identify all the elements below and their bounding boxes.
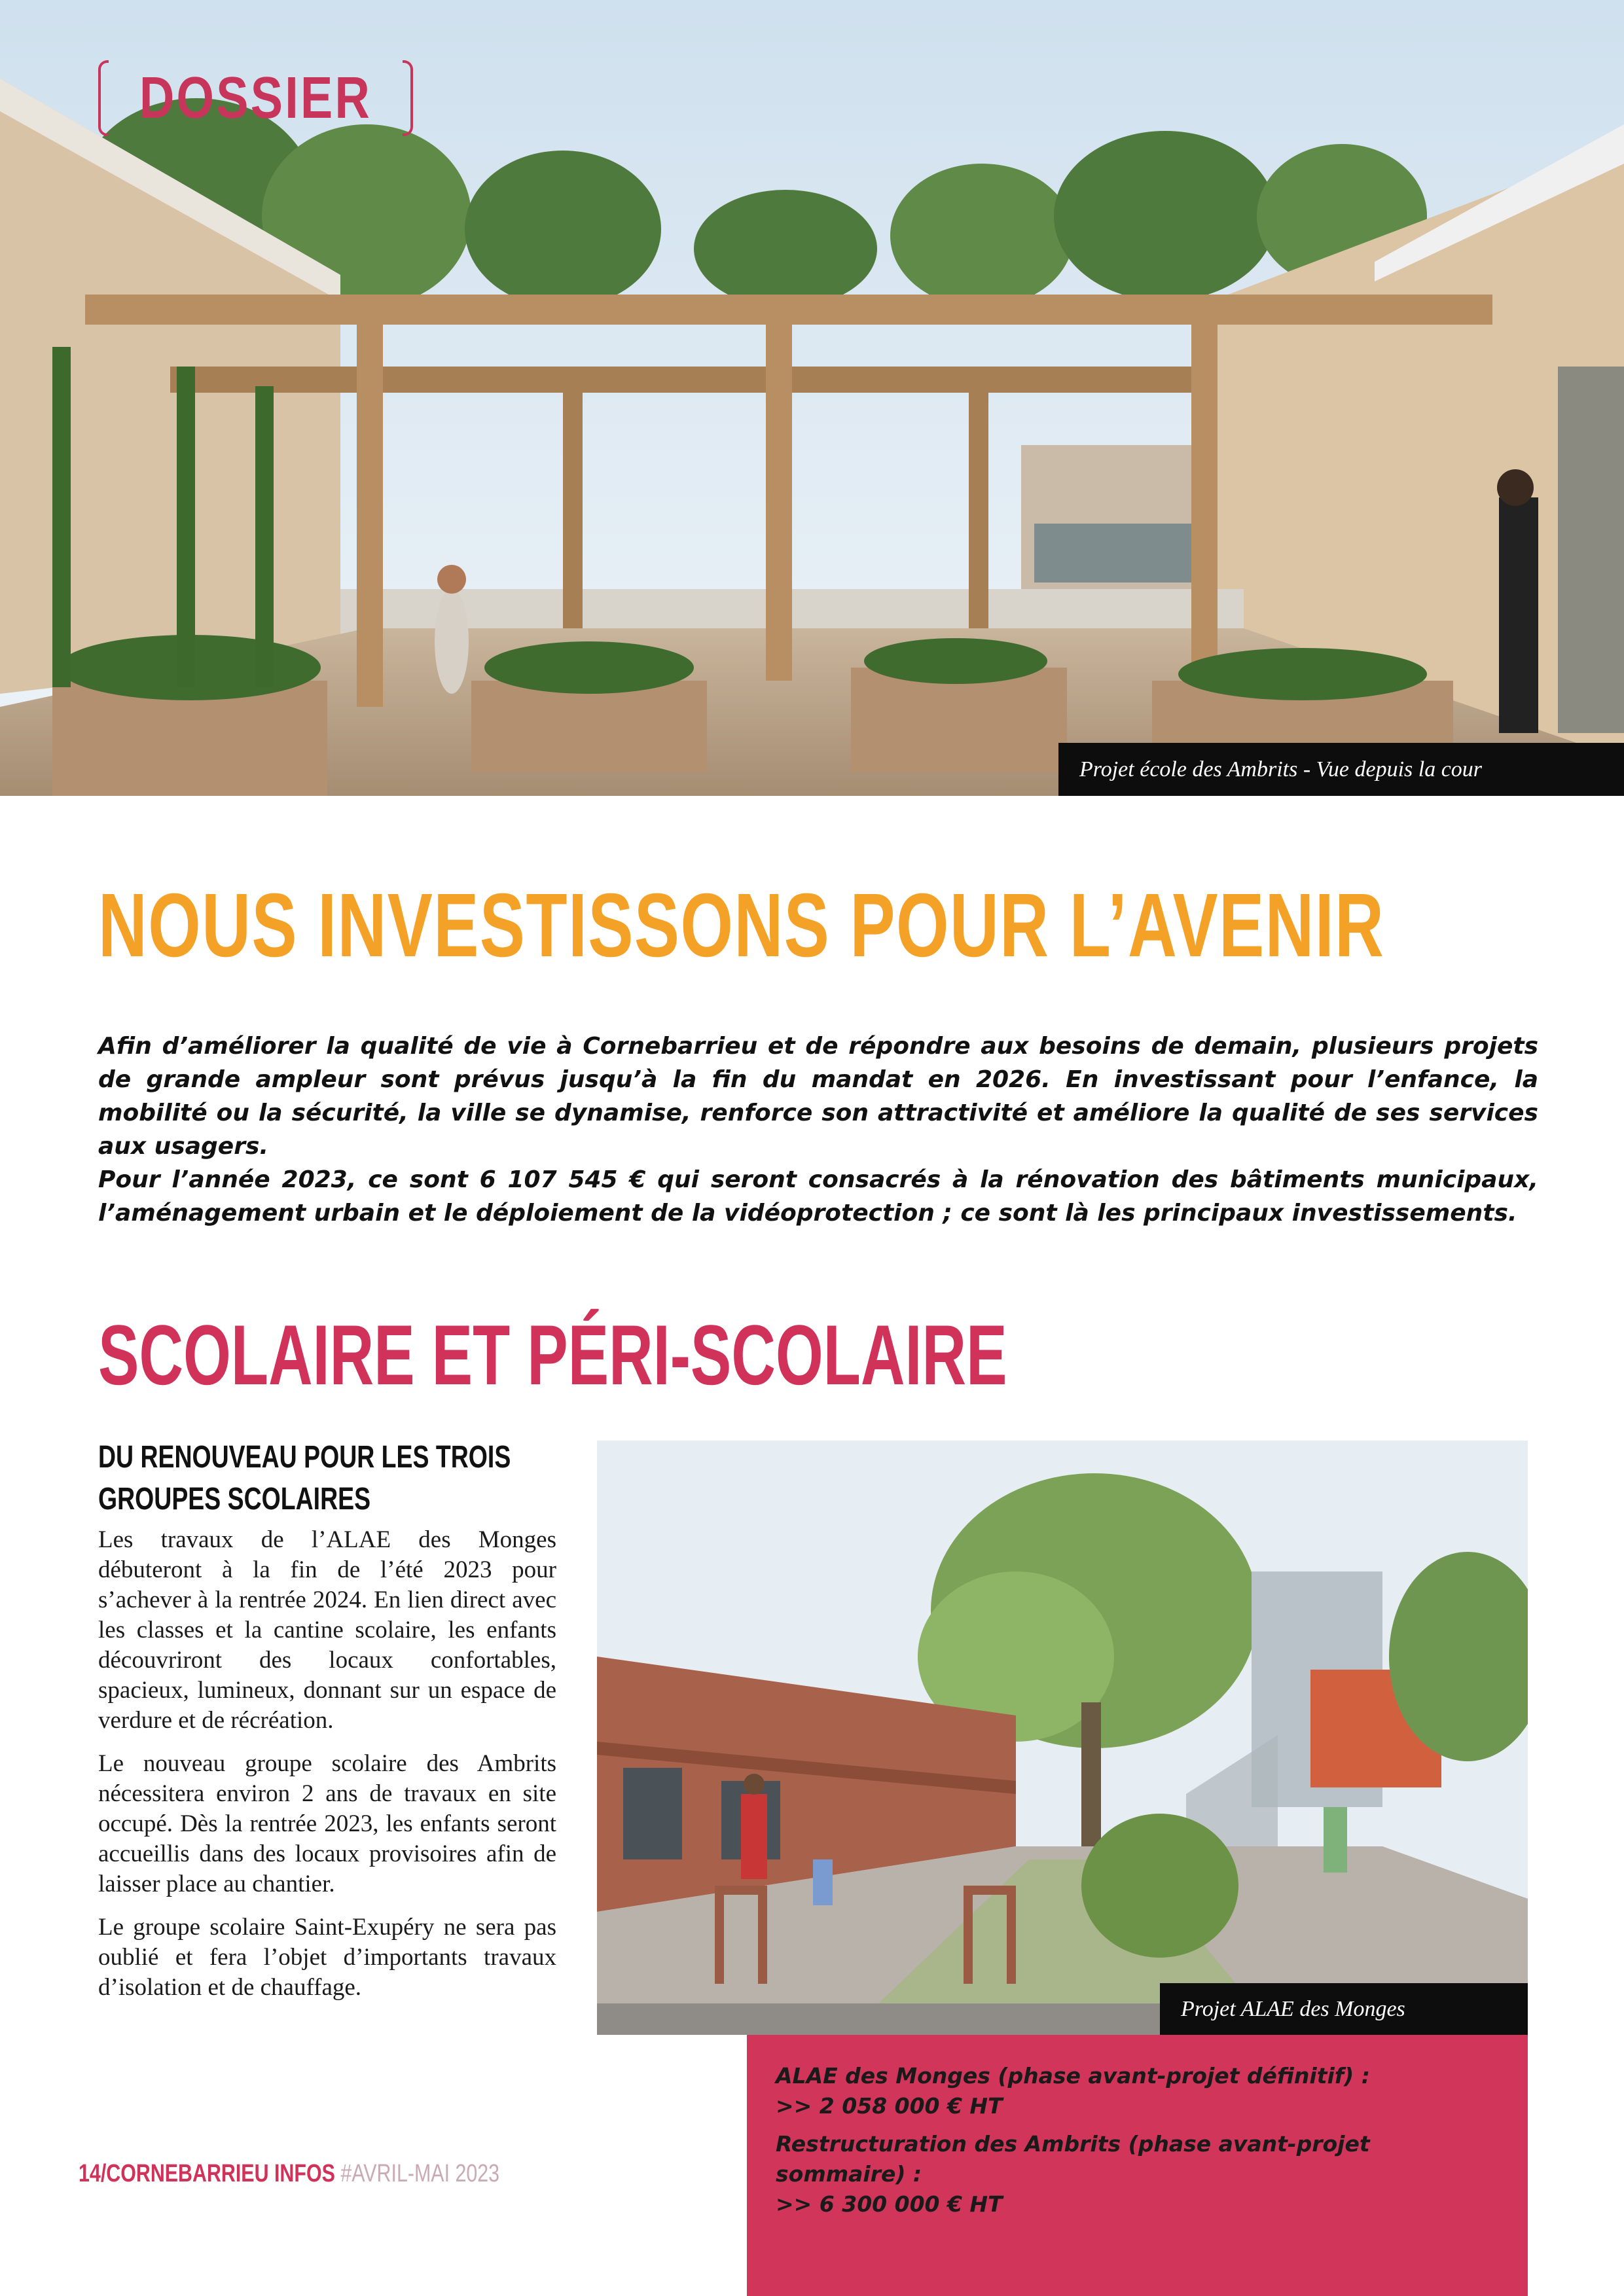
bracket-right-decoration xyxy=(403,60,413,136)
budget-value: >> 2 058 000 € HT xyxy=(776,2093,1003,2119)
hero-caption: Projet école des Ambrits - Vue depuis la cour xyxy=(1058,743,1624,796)
bracket-left-decoration xyxy=(98,60,109,136)
subheading-line: DU RENOUVEAU POUR LES TROIS xyxy=(98,1440,511,1475)
article-body xyxy=(98,1525,556,2016)
main-title: NOUS INVESTISSONS POUR L’AVENIR xyxy=(98,875,1385,976)
hero-image xyxy=(0,0,1624,796)
budget-label: Restructuration des Ambrits (phase avant-projet sommaire) : xyxy=(776,2131,1370,2187)
section-tag-label: DOSSIER xyxy=(139,65,372,131)
budget-label: ALAE des Monges (phase avant-projet définitif) : xyxy=(776,2063,1370,2089)
section-tag xyxy=(98,59,413,137)
intro-paragraph: Pour l’année 2023, ce sont 6 107 545 € qui seront consacrés à la rénovation des bâtiments municipaux, l’aménagement urbain et le déploiement de la vidéoprotection ; ce sont là les principaux investissements. xyxy=(98,1166,1538,1227)
issue-date: #AVRIL-MAI 2023 xyxy=(334,2160,500,2187)
section-title: SCOLAIRE ET PÉRI-SCOLAIRE xyxy=(98,1307,1007,1403)
magazine-name: CORNEBARRIEU INFOS xyxy=(106,2160,335,2187)
subheading-line: GROUPES SCOLAIRES xyxy=(98,1482,371,1516)
intro-paragraph: Afin d’améliorer la qualité de vie à Cornebarrieu et de répondre aux besoins de demain, plusieurs projets de grande ampleur sont prévus jusqu’à la fin du mandat en 2026. En investissant pour l’enfance, la mobilité ou la sécurité, la ville se dynamise, renforce son attractivité et améliore la qualité de ses services aux usagers. xyxy=(98,1033,1538,1160)
budget-value: >> 6 300 000 € HT xyxy=(776,2191,1003,2217)
body-paragraph: Les travaux de l’ALAE des Monges débuteront à la fin de l’été 2023 pour s’achever à la rentrée 2024. En lien direct avec les classes et la cantine scolaire, les enfants découvriront des locaux confortables, spacieux, lumineux, donnant sur un espace de verdure et de récréation. xyxy=(98,1526,556,1734)
image-caption: Projet ALAE des Monges xyxy=(1160,1983,1528,2035)
page-number: 14/ xyxy=(79,2160,107,2187)
body-paragraph: Le groupe scolaire Saint-Exupéry ne sera pas oublié et fera l’objet d’importants travaux d’isolation et de chauffage. xyxy=(98,1914,556,2001)
subheading xyxy=(98,1437,569,1520)
budget-box xyxy=(747,2035,1528,2296)
alae-image xyxy=(597,1441,1528,2035)
page-footer xyxy=(79,2160,499,2188)
body-paragraph: Le nouveau groupe scolaire des Ambrits nécessitera environ 2 ans de travaux en site occupé. Dès la rentrée 2023, les enfants seront accueillis dans des locaux provisoires afin de laisser place au chantier. xyxy=(98,1750,556,1897)
alae-illustration xyxy=(597,1441,1528,2035)
intro-text xyxy=(98,1030,1538,1230)
